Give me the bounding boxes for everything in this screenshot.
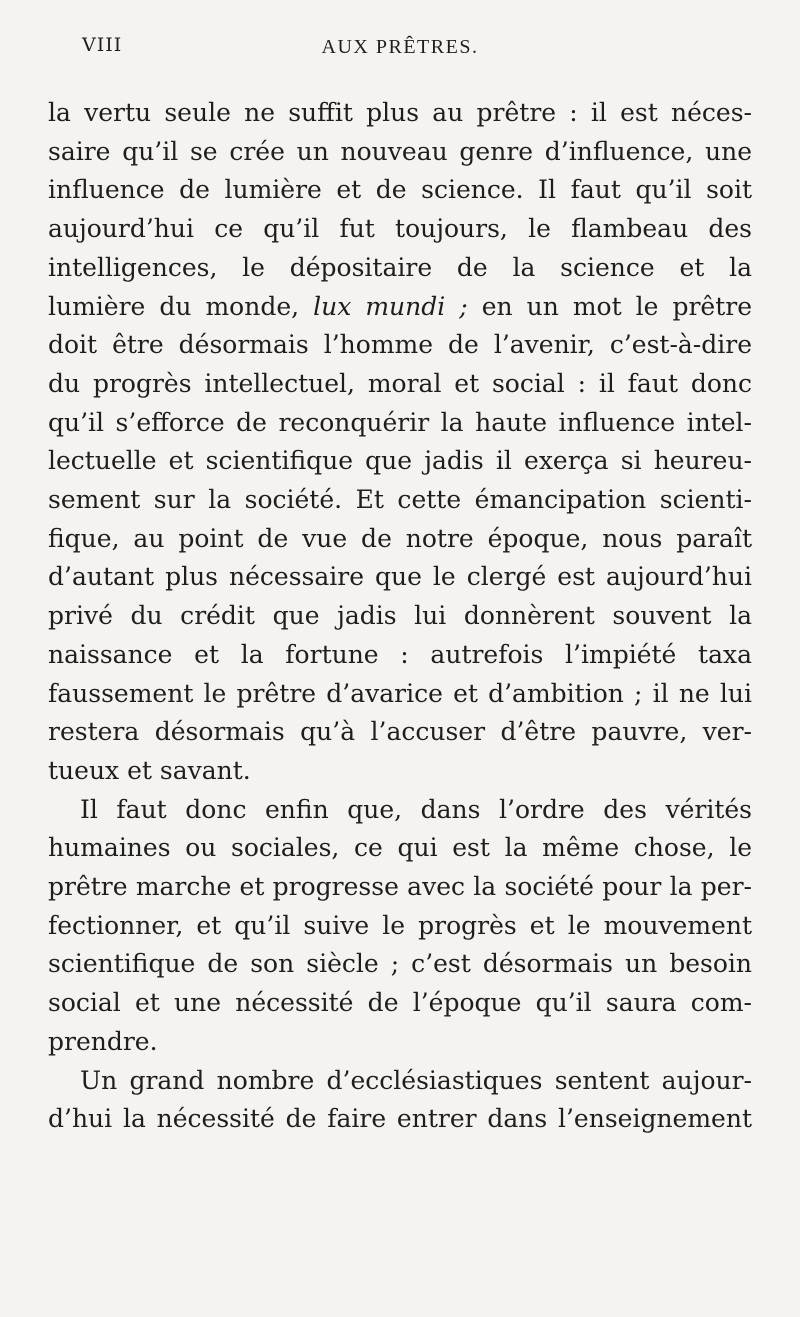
running-head xyxy=(48,24,752,68)
text-fragment: lumière du monde, xyxy=(48,291,314,321)
text-line: influence de lumière et de science. Il faut qu’il soit xyxy=(48,175,752,205)
text-line: faussement le prêtre d’avarice et d’ambition ; il ne lui xyxy=(48,678,752,708)
running-title: AUX PRÊTRES. xyxy=(321,36,479,58)
text-line: d’autant plus nécessaire que le clergé est aujourd’hui xyxy=(48,562,752,592)
text-line: lectuelle et scientifique que jadis il exerça si heureu- xyxy=(48,446,752,476)
text-line: privé du crédit que jadis lui donnèrent souvent la xyxy=(48,601,752,631)
text-line: intelligences, le dépositaire de la science et la xyxy=(48,252,752,282)
text-line: scientifique de son siècle ; c’est désormais un besoin xyxy=(48,949,752,979)
text-line: Un grand nombre d’ecclésiastiques sentent aujour- xyxy=(80,1065,752,1095)
text-line: naissance et la fortune : autrefois l’impiété taxa xyxy=(48,639,752,669)
text-line: tueux et savant. xyxy=(48,755,251,785)
text-line: social et une nécessité de l’époque qu’il saura com- xyxy=(48,988,752,1018)
text-line: qu’il s’efforce de reconquérir la haute influence intel- xyxy=(48,407,752,437)
text-line: la vertu seule ne suffit plus au prêtre : il est néces- xyxy=(48,98,752,127)
text-line: du progrès intellectuel, moral et social : il faut donc xyxy=(48,368,752,398)
text-line-with-italic xyxy=(48,288,752,327)
text-line: sement sur la société. Et cette émancipation scienti- xyxy=(48,485,752,515)
text-line: restera désormais qu’à l’accuser d’être pauvre, ver- xyxy=(48,717,752,747)
text-line: d’hui la nécessité de faire entrer dans l’enseignement xyxy=(48,1104,752,1134)
text-line: aujourd’hui ce qu’il fut toujours, le flambeau des xyxy=(48,214,752,244)
page-number: VIII xyxy=(82,34,123,56)
text-line: humaines ou sociales, ce qui est la même chose, le xyxy=(48,833,752,863)
body-text xyxy=(48,94,752,1139)
text-line: prendre. xyxy=(48,1026,158,1056)
text-line: Il faut donc enfin que, dans l’ordre des vérités xyxy=(80,794,752,824)
text-line: fectionner, et qu’il suive le progrès et le mouvement xyxy=(48,910,752,940)
text-line: saire qu’il se crée un nouveau genre d’influence, une xyxy=(48,136,752,166)
text-line: doit être désormais l’homme de l’avenir, c’est-à-dire xyxy=(48,330,752,360)
text-line: prêtre marche et progresse avec la société pour la per- xyxy=(48,872,752,902)
italic-phrase: lux mundi ; xyxy=(313,291,468,321)
text-fragment: en un mot le prêtre xyxy=(467,291,752,321)
text-line: fique, au point de vue de notre époque, nous paraît xyxy=(48,523,752,553)
